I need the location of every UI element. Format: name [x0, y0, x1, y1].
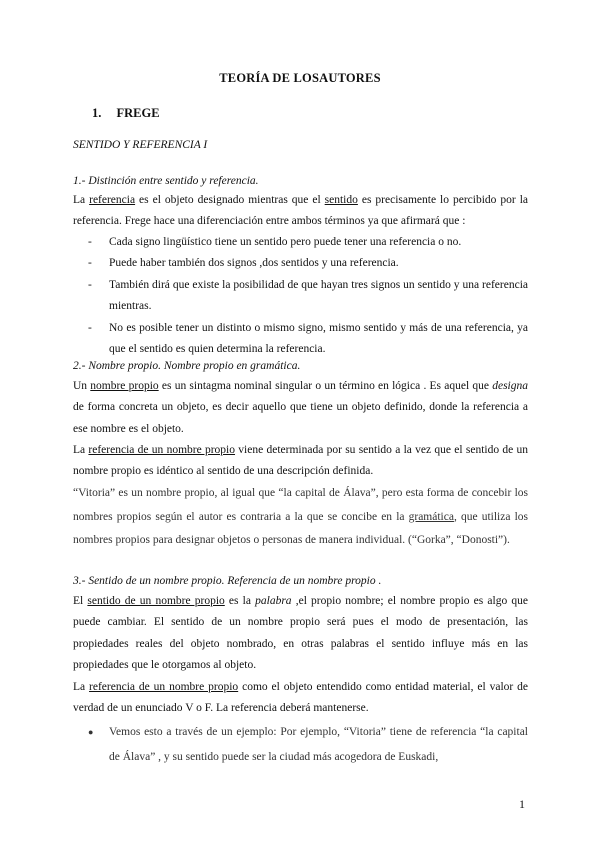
paragraph-5	[73, 591, 528, 677]
list-item-text: Puede haber también dos signos ,dos sentidos y una referencia.	[109, 257, 399, 270]
term-referencia-nombre-propio-2: referencia de un nombre propio	[89, 681, 239, 693]
subsection-3-heading: 3.- Sentido de un nombre propio. Referencia de un nombre propio .	[73, 575, 382, 587]
text-run: El	[73, 595, 88, 607]
dash-marker: -	[88, 321, 92, 334]
document-title: TEORÍA DE LOSAUTORES	[219, 71, 381, 85]
list-item-text: Cada signo lingüístico tiene un sentido pero puede tener una referencia o no.	[109, 236, 462, 248]
dash-list	[88, 232, 528, 360]
text-run: , que utiliza los nombres propios para designar objetos o personas de manera individual. (“Gorka”, “Donosti”).	[73, 510, 528, 546]
paragraph-6	[73, 677, 528, 720]
text-run: como el objeto entendido como entidad material, el valor de verdad de un enunciado V o F. La referencia deberá mantenerse.	[73, 681, 528, 715]
paragraph-4	[73, 482, 528, 553]
list-item	[88, 275, 528, 318]
term-sentido-nombre-propio: sentido de un nombre propio	[87, 595, 225, 607]
section-heading-frege	[92, 106, 160, 121]
bullet-marker: ●	[88, 727, 94, 737]
term-referencia-nombre-propio: referencia de un nombre propio	[88, 444, 236, 456]
text-run: es precisamente lo percibido por la referencia. Frege hace una diferenciación entre ambos términos ya que afirmará que :	[73, 194, 528, 228]
term-designa: designa	[492, 380, 528, 392]
list-item	[88, 318, 528, 361]
list-item-text: No es posible tener un distinto o mismo signo, mismo sentido y más de una referencia, ya que el sentido es quien determina la referencia.	[109, 321, 528, 356]
section-label: FREGE	[116, 106, 160, 120]
bullet-item	[88, 720, 528, 770]
subsection-2-heading: 2.- Nombre propio. Nombre propio en gramática.	[73, 360, 301, 372]
dash-marker: -	[88, 257, 92, 270]
list-item	[88, 232, 528, 253]
bullet-text: Vemos esto a través de un ejemplo: Por ejemplo, “Vitoria” tiene de referencia “la capital de Álava” , y su sentido puede ser la ciudad más acogedora de Euskadi,	[109, 726, 528, 763]
text-run: Un	[73, 380, 91, 392]
paragraph-3	[73, 440, 528, 483]
paragraph-2	[73, 376, 528, 440]
text-run: ,el propio nombre; el nombre propio es algo que puede cambiar. El sentido de un nombre propio será pues el modo de presentación, las propiedades reales del objeto nombrado, en otras palabras el sentido influye más en las propiedades que le otorgamos al objeto.	[73, 595, 528, 672]
term-referencia: referencia	[89, 194, 136, 206]
paragraph-1	[73, 190, 528, 233]
text-run: La	[73, 681, 90, 693]
term-nombre-propio: nombre propio	[90, 380, 159, 392]
text-run: viene determinada por su sentido a la vez que el sentido de un nombre propio es idéntico al sentido de una descripción definida.	[73, 444, 528, 478]
text-run: es un sintagma nominal singular o un término en lógica . Es aquel que	[158, 380, 493, 392]
section-number: 1.	[92, 106, 102, 120]
text-run: de forma concreta un objeto, es decir aquello que tiene un objeto definido, donde la referencia a ese nombre es el objeto.	[73, 401, 528, 435]
term-palabra: palabra	[255, 595, 292, 607]
term-gramatica: gramática	[408, 510, 454, 523]
text-run: La	[73, 194, 90, 206]
text-run: “Vitoria” es un nombre propio, al igual que “la capital de Álava”, pero esta forma de concebir los nombres propios según el autor es contraria a la que se concibe en la	[73, 487, 528, 523]
sub-heading: SENTIDO Y REFERENCIA I	[73, 139, 208, 151]
subsection-1-heading: 1.- Distinción entre sentido y referencia.	[73, 175, 259, 187]
list-item-text: También dirá que existe la posibilidad de que hayan tres signos un sentido y una referencia mientras.	[109, 278, 528, 313]
page-number: 1	[519, 797, 525, 811]
dash-marker: -	[88, 236, 92, 248]
text-run: es la	[224, 595, 256, 607]
term-sentido: sentido	[324, 194, 358, 206]
dash-marker: -	[88, 278, 92, 291]
list-item	[88, 253, 528, 274]
text-run: La	[73, 444, 89, 456]
text-run: es el objeto designado mientras que el	[135, 194, 325, 206]
